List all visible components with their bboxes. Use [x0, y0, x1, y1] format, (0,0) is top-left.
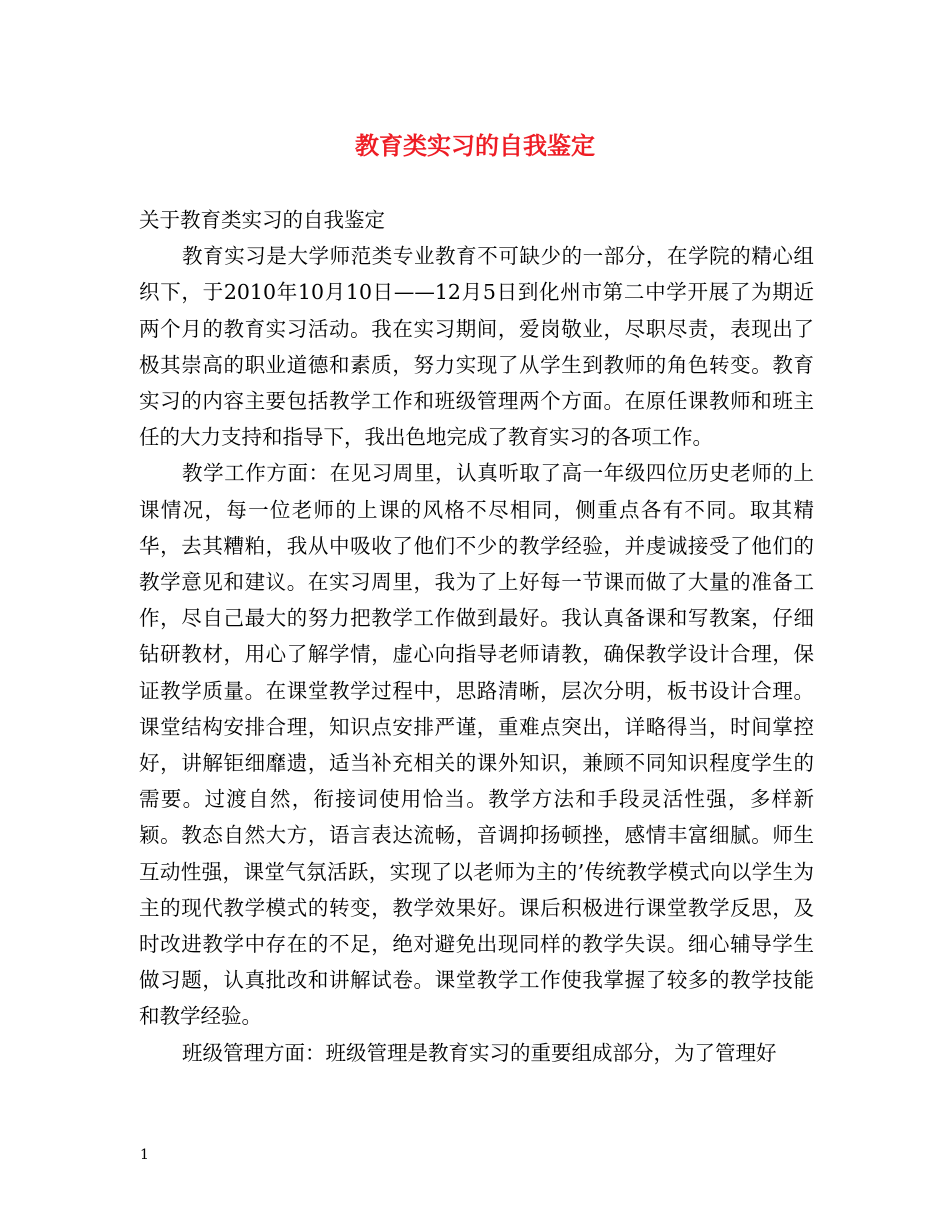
page-number: 1 [140, 1147, 149, 1163]
document-title: 教育类实习的自我鉴定 [355, 131, 595, 160]
document-body [139, 202, 814, 1071]
document-subtitle: 关于教育类实习的自我鉴定 [139, 208, 385, 232]
paragraph-teaching-work: 教学工作方面：在见习周里，认真听取了高一年级四位历史老师的上课情况，每一位老师的上课的风格不尽相同，侧重点各有不同。取其精华，去其糟粕，我从中吸收了他们不少的教学经验，并虔诚接受了他们的教学意见和建议。在实习周里，我为了上好每一节课而做了大量的准备工作，尽自己最大的努力把教学工作做到最好。我认真备课和写教案，仔细钻研教材，用心了解学情，虚心向指导老师请教，确保教学设计合理，保证教学质量。在课堂教学过程中，思路清晰，层次分明，板书设计合理。课堂结构安排合理，知识点安排严谨，重难点突出，详略得当，时间掌控好，讲解钜细靡遗，适当补充相关的课外知识，兼顾不同知识程度学生的需要。过渡自然，衔接词使用恰当。教学方法和手段灵活性强，多样新颖。教态自然大方，语言表达流畅，音调抑扬顿挫，感情丰富细腻。师生互动性强，课堂气氛活跃，实现了以老师为主的’传统教学模式向以学生为主的现代教学模式的转变，教学效果好。课后积极进行课堂教学反思，及时改进教学中存在的不足，绝对避免出现同样的教学失误。细心辅导学生做习题，认真批改和讲解试卷。课堂教学工作使我掌握了较多的教学技能和教学经验。 [139, 461, 814, 1029]
paragraph-intro: 教育实习是大学师范类专业教育不可缺少的一部分，在学院的精心组织下，于2010年10月10日——12月5日到化州市第二中学开展了为期近两个月的教育实习活动。我在实习期间，爱岗敬业，尽职尽责，表现出了极其崇高的职业道德和素质，努力实现了从学生到教师的角色转变。教育实习的内容主要包括教学工作和班级管理两个方面。在原任课教师和班主任的大力支持和指导下，我出色地完成了教育实习的各项工作。 [139, 244, 814, 450]
paragraph-class-management: 班级管理方面：班级管理是教育实习的重要组成部分，为了管理好 [182, 1040, 777, 1065]
